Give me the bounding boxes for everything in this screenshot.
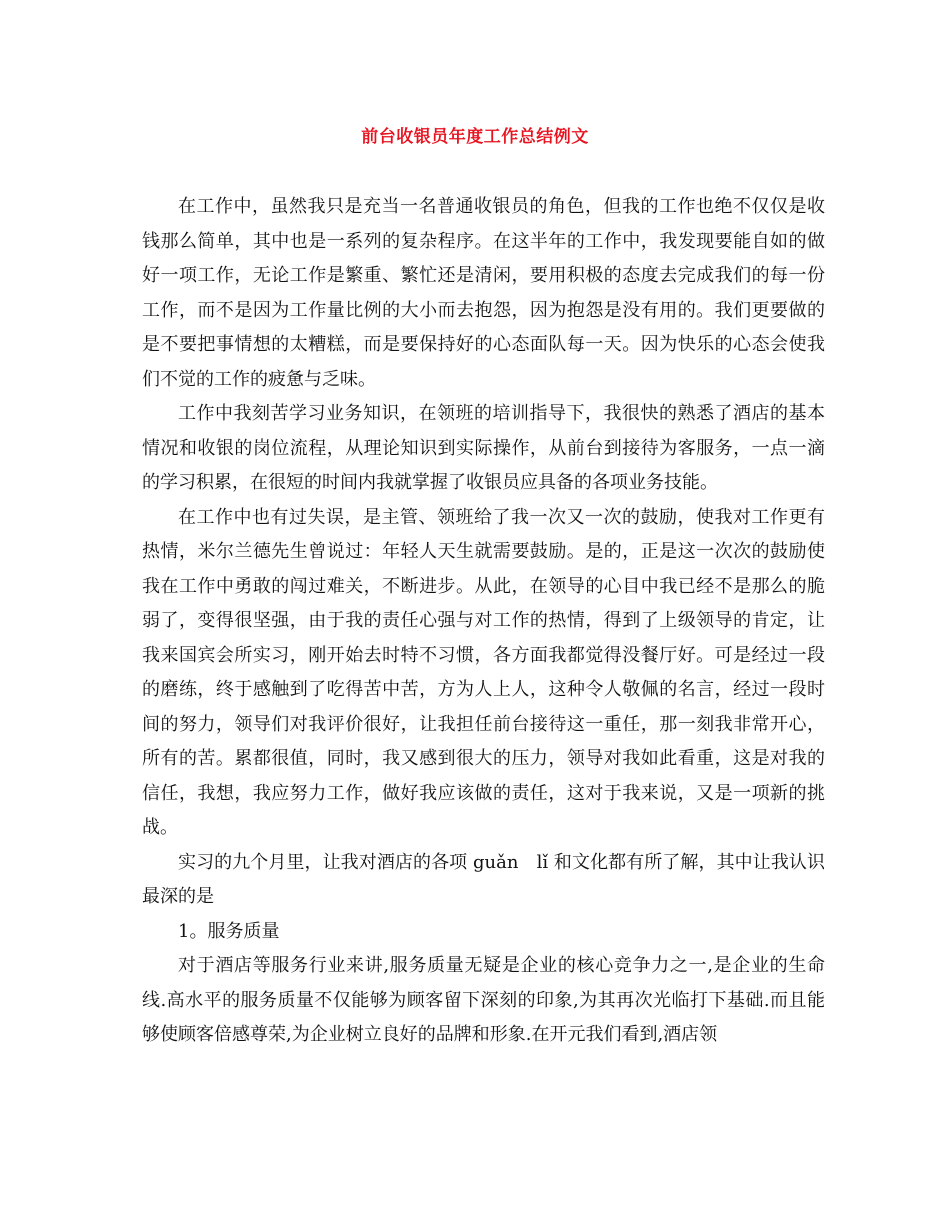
section-heading: 1。服务质量: [178, 920, 280, 942]
paragraph: 实习的九个月里，让我对酒店的各项 guǎn lǐ 和文化都有所了解，其中让我认识最深的是: [142, 851, 825, 907]
document-body: [142, 190, 825, 1053]
document-title: 前台收银员年度工作总结例文: [361, 127, 589, 147]
paragraph: 在工作中，虽然我只是充当一名普通收银员的角色，但我的工作也绝不仅仅是收钱那么简单，其中也是一系列的复杂程序。在这半年的工作中，我发现要能自如的做好一项工作，无论工作是繁重、繁忙还是清闲，要用积极的态度去完成我们的每一份工作，而不是因为工作量比例的大小而去抱怨，因为抱怨是没有用的。我们更要做的是不要把事情想的太糟糕，而是要保持好的心态面队每一天。因为快乐的心态会使我们不觉的工作的疲惫与乏味。: [142, 196, 825, 390]
paragraph: 对于酒店等服务行业来讲,服务质量无疑是企业的核心竞争力之一,是企业的生命线.高水平的服务质量不仅能够为顾客留下深刻的印象,为其再次光临打下基础.而且能够使顾客倍感尊荣,为企业树立良好的品牌和形象.在开元我们看到,酒店领: [142, 955, 825, 1045]
paragraph: 在工作中也有过失误，是主管、领班给了我一次又一次的鼓励，使我对工作更有热情，米尔兰德先生曾说过：年轻人天生就需要鼓励。是的，正是这一次次的鼓励使我在工作中勇敢的闯过难关，不断进步。从此，在领导的心目中我已经不是那么的脆弱了，变得很坚强，由于我的责任心强与对工作的热情，得到了上级领导的肯定，让我来国宾会所实习，刚开始去时特不习惯，各方面我都觉得没餐厅好。可是经过一段的磨练，终于感触到了吃得苦中苦，方为人上人，这种令人敬佩的名言，经过一段时间的努力，领导们对我评价很好，让我担任前台接待这一重任，那一刻我非常开心，所有的苦。累都很值，同时，我又感到很大的压力，领导对我如此看重，这是对我的信任，我想，我应努力工作，做好我应该做的责任，这对于我来说，又是一项新的挑战。: [142, 506, 825, 838]
paragraph: 工作中我刻苦学习业务知识，在领班的培训指导下，我很快的熟悉了酒店的基本情况和收银的岗位流程，从理论知识到实际操作，从前台到接待为客服务，一点一滴的学习积累，在很短的时间内我就掌握了收银员应具备的各项业务技能。: [142, 403, 825, 493]
